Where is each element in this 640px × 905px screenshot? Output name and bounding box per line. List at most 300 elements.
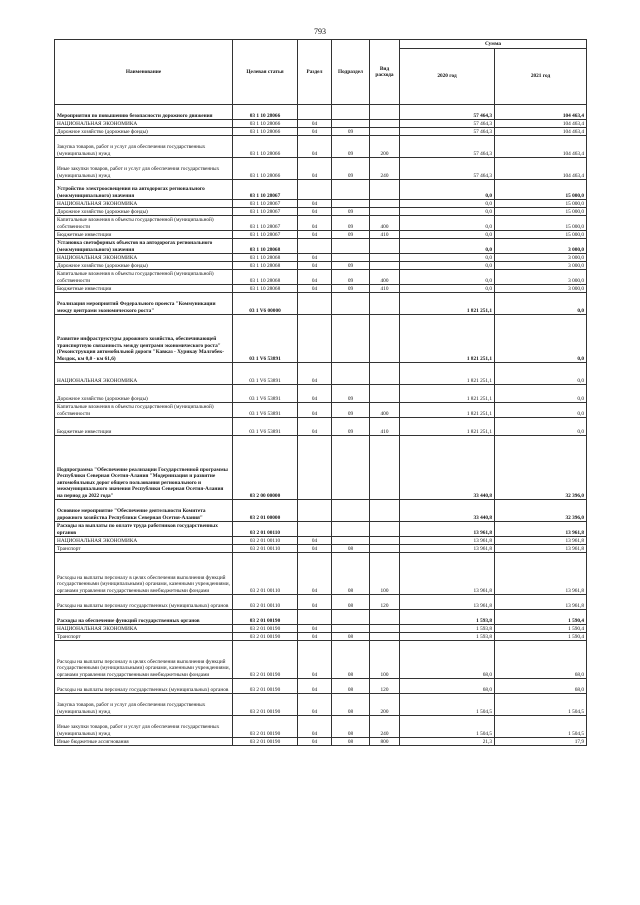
row-2021-cell: 15 000,0 bbox=[495, 180, 587, 200]
row-section-cell: 04 bbox=[298, 738, 332, 746]
row-name-cell: Закупка товаров, работ и услуг для обеспечения государственных (муниципальных) нужд bbox=[55, 694, 233, 716]
table-row bbox=[55, 128, 587, 136]
row-kind-cell bbox=[370, 633, 400, 641]
row-subsection-cell: 08 bbox=[332, 679, 370, 694]
table-row bbox=[55, 633, 587, 641]
table-row bbox=[55, 270, 587, 285]
row-name-cell: Подпрограмма "Обеспечение реализации Государственной программы Республики Северная Осетия-Алания "Модернизация и развитие автомобильных дорог общего пользования регионального и межмуниципального значения Республики Северная Осетия-Алания на период до 2022 года" bbox=[55, 436, 233, 500]
table-row bbox=[55, 293, 587, 315]
row-subsection-cell: 09 bbox=[332, 418, 370, 436]
row-2020-cell: 0,0 bbox=[400, 208, 495, 216]
row-section-cell: 04 bbox=[298, 385, 332, 403]
row-section-cell: 04 bbox=[298, 208, 332, 216]
row-2021-cell: 104 463,4 bbox=[495, 158, 587, 180]
row-kind-cell bbox=[370, 545, 400, 553]
row-2020-cell: 57 464,3 bbox=[400, 136, 495, 158]
row-code-cell: 03 1 10 28066 bbox=[233, 136, 298, 158]
row-subsection-cell: 09 bbox=[332, 262, 370, 270]
row-2020-cell: 0,0 bbox=[400, 216, 495, 231]
row-name-cell: Капитальные вложения в объекты государственной (муниципальной) собственности bbox=[55, 216, 233, 231]
row-code-cell: 03 2 01 00190 bbox=[233, 738, 298, 746]
row-2020-cell: 21,3 bbox=[400, 738, 495, 746]
page-number: 793 bbox=[314, 27, 326, 36]
row-kind-cell bbox=[370, 180, 400, 200]
row-2020-cell: 1 821 251,1 bbox=[400, 293, 495, 315]
row-name-cell: Расходы на выплаты персоналу в целях обеспечения выполнения функций государственными (муниципальными) органами, казенными учреждениями, органами управления государственными внебюджетными фондами bbox=[55, 553, 233, 595]
row-name-cell: Бюджетные инвестиции bbox=[55, 418, 233, 436]
row-2021-cell: 0,0 bbox=[495, 403, 587, 418]
row-subsection-cell: 09 bbox=[332, 158, 370, 180]
row-code-cell: 03 2 01 00190 bbox=[233, 679, 298, 694]
table-row bbox=[55, 403, 587, 418]
row-name-cell: Расходы на выплаты по оплате труда работников государственных органов bbox=[55, 522, 233, 537]
row-2021-cell: 0,0 bbox=[495, 385, 587, 403]
row-subsection-cell: 09 bbox=[332, 128, 370, 136]
row-subsection-cell: 08 bbox=[332, 738, 370, 746]
row-code-cell: 03 1 V6 53891 bbox=[233, 418, 298, 436]
row-name-cell: Устройство электроосвещения на автодорогах регионального (межмуниципального) значения bbox=[55, 180, 233, 200]
row-kind-cell: 410 bbox=[370, 231, 400, 239]
header-sum: Сумма bbox=[400, 40, 587, 49]
row-2021-cell: 13 961,8 bbox=[495, 553, 587, 595]
table-row bbox=[55, 200, 587, 208]
row-subsection-cell bbox=[332, 120, 370, 128]
row-code-cell: 03 2 01 00110 bbox=[233, 522, 298, 537]
row-name-cell: Реализация мероприятий Федерального проекта "Коммуникации между центрами экономического роста" bbox=[55, 293, 233, 315]
table-row bbox=[55, 262, 587, 270]
row-kind-cell bbox=[370, 200, 400, 208]
row-subsection-cell bbox=[332, 200, 370, 208]
row-kind-cell: 410 bbox=[370, 418, 400, 436]
row-subsection-cell bbox=[332, 293, 370, 315]
row-2020-cell: 33 440,8 bbox=[400, 500, 495, 522]
row-name-cell: Мероприятия по повышению безопасности дорожного движения bbox=[55, 105, 233, 120]
row-2020-cell: 68,0 bbox=[400, 679, 495, 694]
row-kind-cell bbox=[370, 262, 400, 270]
row-section-cell: 04 bbox=[298, 270, 332, 285]
table-row bbox=[55, 625, 587, 633]
row-name-cell: Развитие инфраструктуры дорожного хозяйства, обеспечивающей транспортную связанность между центрами экономического роста" (Реконструкция автомобильной дороги "Кавказ - Хурикау Малгобек-Моздок, км 0,0 - км 61,6) bbox=[55, 315, 233, 363]
row-2020-cell: 1 593,8 bbox=[400, 633, 495, 641]
row-section-cell: 04 bbox=[298, 285, 332, 293]
row-section-cell: 04 bbox=[298, 625, 332, 633]
row-name-cell: Иные закупки товаров, работ и услуг для обеспечения государственных (муниципальных) нужд bbox=[55, 158, 233, 180]
row-subsection-cell bbox=[332, 610, 370, 625]
row-kind-cell bbox=[370, 522, 400, 537]
row-kind-cell bbox=[370, 120, 400, 128]
row-2021-cell: 68,0 bbox=[495, 679, 587, 694]
row-section-cell bbox=[298, 293, 332, 315]
row-code-cell: 03 2 01 00110 bbox=[233, 553, 298, 595]
row-section-cell: 04 bbox=[298, 231, 332, 239]
row-2021-cell: 0,0 bbox=[495, 293, 587, 315]
row-name-cell: Закупка товаров, работ и услуг для обеспечения государственных (муниципальных) нужд bbox=[55, 136, 233, 158]
header-code: Целевая статья bbox=[233, 40, 298, 105]
row-name-cell: Дорожное хозяйство (дорожные фонды) bbox=[55, 262, 233, 270]
row-2020-cell: 1 821 251,1 bbox=[400, 385, 495, 403]
row-2020-cell: 1 821 251,1 bbox=[400, 418, 495, 436]
row-name-cell: Транспорт bbox=[55, 545, 233, 553]
row-2020-cell: 0,0 bbox=[400, 254, 495, 262]
row-2021-cell: 13 961,8 bbox=[495, 537, 587, 545]
row-kind-cell: 120 bbox=[370, 679, 400, 694]
row-section-cell: 04 bbox=[298, 136, 332, 158]
row-subsection-cell: 09 bbox=[332, 136, 370, 158]
header-subsection: Подраздел bbox=[332, 40, 370, 105]
row-section-cell: 04 bbox=[298, 363, 332, 385]
row-code-cell: 03 1 10 28067 bbox=[233, 180, 298, 200]
row-kind-cell: 200 bbox=[370, 136, 400, 158]
row-2020-cell: 0,0 bbox=[400, 180, 495, 200]
row-section-cell bbox=[298, 105, 332, 120]
row-2021-cell: 104 463,4 bbox=[495, 120, 587, 128]
row-subsection-cell: 09 bbox=[332, 285, 370, 293]
row-2021-cell: 3 000,0 bbox=[495, 254, 587, 262]
row-2020-cell: 0,0 bbox=[400, 239, 495, 254]
row-section-cell: 04 bbox=[298, 128, 332, 136]
row-name-cell: Транспорт bbox=[55, 633, 233, 641]
row-2021-cell: 104 463,4 bbox=[495, 128, 587, 136]
row-name-cell: Дорожное хозяйство (дорожные фонды) bbox=[55, 208, 233, 216]
row-code-cell: 03 1 10 28068 bbox=[233, 239, 298, 254]
row-section-cell: 04 bbox=[298, 403, 332, 418]
row-code-cell: 03 2 00 00000 bbox=[233, 436, 298, 500]
row-kind-cell bbox=[370, 610, 400, 625]
row-section-cell bbox=[298, 436, 332, 500]
row-code-cell: 03 2 01 00110 bbox=[233, 537, 298, 545]
row-2021-cell: 1 590,4 bbox=[495, 625, 587, 633]
table-row bbox=[55, 641, 587, 679]
row-2020-cell: 13 961,8 bbox=[400, 553, 495, 595]
row-kind-cell bbox=[370, 239, 400, 254]
row-section-cell: 04 bbox=[298, 262, 332, 270]
row-2020-cell: 57 464,3 bbox=[400, 105, 495, 120]
row-subsection-cell bbox=[332, 500, 370, 522]
row-name-cell: НАЦИОНАЛЬНАЯ ЭКОНОМИКА bbox=[55, 537, 233, 545]
row-subsection-cell bbox=[332, 180, 370, 200]
row-code-cell: 03 2 01 00110 bbox=[233, 595, 298, 610]
row-2020-cell: 0,0 bbox=[400, 231, 495, 239]
budget-table bbox=[54, 39, 587, 746]
row-name-cell: Иные закупки товаров, работ и услуг для обеспечения государственных (муниципальных) нужд bbox=[55, 716, 233, 738]
row-kind-cell bbox=[370, 128, 400, 136]
row-section-cell: 04 bbox=[298, 254, 332, 262]
table-row bbox=[55, 595, 587, 610]
row-subsection-cell: 09 bbox=[332, 231, 370, 239]
row-code-cell: 03 1 10 28068 bbox=[233, 254, 298, 262]
row-section-cell bbox=[298, 522, 332, 537]
row-2020-cell: 57 464,3 bbox=[400, 128, 495, 136]
row-2020-cell: 57 464,3 bbox=[400, 120, 495, 128]
row-code-cell: 03 2 01 00110 bbox=[233, 545, 298, 553]
row-kind-cell bbox=[370, 385, 400, 403]
row-kind-cell: 100 bbox=[370, 641, 400, 679]
row-2020-cell: 1 821 251,1 bbox=[400, 403, 495, 418]
row-code-cell: 03 2 01 00190 bbox=[233, 610, 298, 625]
row-section-cell: 04 bbox=[298, 216, 332, 231]
row-2021-cell: 15 000,0 bbox=[495, 200, 587, 208]
row-name-cell: Расходы на выплаты персоналу государственных (муниципальных) органов bbox=[55, 595, 233, 610]
row-section-cell bbox=[298, 239, 332, 254]
table-header bbox=[55, 40, 587, 105]
row-kind-cell: 400 bbox=[370, 216, 400, 231]
row-2020-cell: 1 821 251,1 bbox=[400, 315, 495, 363]
row-2021-cell: 1 504,5 bbox=[495, 716, 587, 738]
table-row bbox=[55, 385, 587, 403]
table-row bbox=[55, 553, 587, 595]
row-section-cell: 04 bbox=[298, 679, 332, 694]
row-2021-cell: 13 961,8 bbox=[495, 595, 587, 610]
row-2021-cell: 3 000,0 bbox=[495, 285, 587, 293]
table-row bbox=[55, 738, 587, 746]
table-row bbox=[55, 436, 587, 500]
row-name-cell: Расходы на выплаты персоналу государственных (муниципальных) органов bbox=[55, 679, 233, 694]
row-code-cell: 03 2 01 00190 bbox=[233, 694, 298, 716]
row-code-cell: 03 2 01 00000 bbox=[233, 500, 298, 522]
row-kind-cell bbox=[370, 500, 400, 522]
row-name-cell: НАЦИОНАЛЬНАЯ ЭКОНОМИКА bbox=[55, 625, 233, 633]
row-code-cell: 03 1 10 28066 bbox=[233, 158, 298, 180]
table-row bbox=[55, 239, 587, 254]
row-name-cell: Расходы на выплаты персоналу в целях обеспечения выполнения функций государственными (муниципальными) органами, казенными учреждениями, органами управления государственными внебюджетными фондами bbox=[55, 641, 233, 679]
row-name-cell: Капитальные вложения в объекты государственной (муниципальной) собственности bbox=[55, 270, 233, 285]
row-2020-cell: 0,0 bbox=[400, 270, 495, 285]
row-kind-cell bbox=[370, 105, 400, 120]
row-subsection-cell bbox=[332, 254, 370, 262]
row-kind-cell: 240 bbox=[370, 716, 400, 738]
table-row bbox=[55, 716, 587, 738]
row-kind-cell bbox=[370, 315, 400, 363]
row-kind-cell: 120 bbox=[370, 595, 400, 610]
row-2020-cell: 0,0 bbox=[400, 262, 495, 270]
table-row bbox=[55, 216, 587, 231]
row-name-cell: Дорожное хозяйство (дорожные фонды) bbox=[55, 385, 233, 403]
table-row bbox=[55, 105, 587, 120]
row-subsection-cell bbox=[332, 105, 370, 120]
row-2020-cell: 1 821 251,1 bbox=[400, 363, 495, 385]
row-2020-cell: 57 464,3 bbox=[400, 158, 495, 180]
row-kind-cell: 240 bbox=[370, 158, 400, 180]
row-2021-cell: 1 590,4 bbox=[495, 610, 587, 625]
table-row bbox=[55, 254, 587, 262]
row-name-cell: Расходы на обеспечение функций государственных органов bbox=[55, 610, 233, 625]
row-2020-cell: 0,0 bbox=[400, 285, 495, 293]
row-name-cell: НАЦИОНАЛЬНАЯ ЭКОНОМИКА bbox=[55, 254, 233, 262]
row-subsection-cell: 08 bbox=[332, 553, 370, 595]
row-code-cell: 03 1 V6 53891 bbox=[233, 403, 298, 418]
row-code-cell: 03 2 01 00190 bbox=[233, 625, 298, 633]
row-section-cell bbox=[298, 180, 332, 200]
row-subsection-cell: 08 bbox=[332, 716, 370, 738]
table-row bbox=[55, 694, 587, 716]
row-2021-cell: 32 396,0 bbox=[495, 500, 587, 522]
row-2020-cell: 33 440,8 bbox=[400, 436, 495, 500]
row-code-cell: 03 1 10 28068 bbox=[233, 262, 298, 270]
row-2020-cell: 13 961,8 bbox=[400, 522, 495, 537]
header-year-2021: 2021 год bbox=[495, 49, 587, 105]
row-subsection-cell: 08 bbox=[332, 595, 370, 610]
row-code-cell: 03 1 10 28066 bbox=[233, 128, 298, 136]
row-code-cell: 03 1 V6 53891 bbox=[233, 385, 298, 403]
row-2021-cell: 3 000,0 bbox=[495, 239, 587, 254]
row-section-cell: 04 bbox=[298, 553, 332, 595]
row-kind-cell: 200 bbox=[370, 694, 400, 716]
row-code-cell: 03 1 V6 00000 bbox=[233, 293, 298, 315]
row-code-cell: 03 1 10 28067 bbox=[233, 200, 298, 208]
row-name-cell: Установка светофорных объектов на автодорогах регионального (межмуниципального) значения bbox=[55, 239, 233, 254]
row-2021-cell: 15 000,0 bbox=[495, 231, 587, 239]
row-kind-cell: 100 bbox=[370, 553, 400, 595]
row-name-cell: Бюджетные инвестиции bbox=[55, 231, 233, 239]
row-code-cell: 03 1 10 28068 bbox=[233, 285, 298, 293]
row-kind-cell bbox=[370, 625, 400, 633]
row-subsection-cell: 09 bbox=[332, 385, 370, 403]
row-subsection-cell: 08 bbox=[332, 694, 370, 716]
row-2021-cell: 104 463,4 bbox=[495, 105, 587, 120]
row-kind-cell bbox=[370, 293, 400, 315]
table-row bbox=[55, 537, 587, 545]
table-row bbox=[55, 610, 587, 625]
row-2020-cell: 0,0 bbox=[400, 200, 495, 208]
table-row bbox=[55, 208, 587, 216]
row-section-cell: 04 bbox=[298, 595, 332, 610]
row-section-cell: 04 bbox=[298, 418, 332, 436]
table-row bbox=[55, 315, 587, 363]
row-subsection-cell: 09 bbox=[332, 208, 370, 216]
row-name-cell: НАЦИОНАЛЬНАЯ ЭКОНОМИКА bbox=[55, 363, 233, 385]
row-name-cell: Капитальные вложения в объекты государственной (муниципальной) собственности bbox=[55, 403, 233, 418]
table-row bbox=[55, 231, 587, 239]
row-kind-cell bbox=[370, 537, 400, 545]
row-code-cell: 03 2 01 00190 bbox=[233, 633, 298, 641]
row-subsection-cell bbox=[332, 537, 370, 545]
row-2021-cell: 17,9 bbox=[495, 738, 587, 746]
row-kind-cell bbox=[370, 436, 400, 500]
row-code-cell: 03 1 10 28067 bbox=[233, 216, 298, 231]
row-name-cell: НАЦИОНАЛЬНАЯ ЭКОНОМИКА bbox=[55, 120, 233, 128]
row-2021-cell: 1 504,5 bbox=[495, 694, 587, 716]
header-name: Наименование bbox=[55, 40, 233, 105]
table-row bbox=[55, 500, 587, 522]
row-2021-cell: 3 000,0 bbox=[495, 262, 587, 270]
row-subsection-cell bbox=[332, 625, 370, 633]
row-2021-cell: 104 463,4 bbox=[495, 136, 587, 158]
row-2020-cell: 1 504,5 bbox=[400, 716, 495, 738]
row-section-cell: 04 bbox=[298, 537, 332, 545]
table-row bbox=[55, 158, 587, 180]
row-2020-cell: 13 961,8 bbox=[400, 537, 495, 545]
row-code-cell: 03 1 10 28066 bbox=[233, 120, 298, 128]
row-section-cell: 04 bbox=[298, 633, 332, 641]
row-2021-cell: 13 961,8 bbox=[495, 545, 587, 553]
table-row bbox=[55, 285, 587, 293]
row-section-cell: 04 bbox=[298, 120, 332, 128]
row-2021-cell: 15 000,0 bbox=[495, 208, 587, 216]
row-section-cell: 04 bbox=[298, 200, 332, 208]
row-2021-cell: 15 000,0 bbox=[495, 216, 587, 231]
row-code-cell: 03 1 10 28067 bbox=[233, 231, 298, 239]
row-section-cell: 04 bbox=[298, 641, 332, 679]
table-row bbox=[55, 545, 587, 553]
row-2021-cell: 3 000,0 bbox=[495, 270, 587, 285]
table-row bbox=[55, 679, 587, 694]
row-subsection-cell bbox=[332, 239, 370, 254]
row-subsection-cell: 08 bbox=[332, 545, 370, 553]
header-section: Раздел bbox=[298, 40, 332, 105]
row-section-cell bbox=[298, 610, 332, 625]
row-kind-cell: 400 bbox=[370, 270, 400, 285]
row-2020-cell: 68,0 bbox=[400, 641, 495, 679]
row-name-cell: Дорожное хозяйство (дорожные фонды) bbox=[55, 128, 233, 136]
row-section-cell: 04 bbox=[298, 694, 332, 716]
row-2020-cell: 13 961,8 bbox=[400, 545, 495, 553]
row-kind-cell: 400 bbox=[370, 403, 400, 418]
row-2021-cell: 0,0 bbox=[495, 315, 587, 363]
row-subsection-cell bbox=[332, 315, 370, 363]
row-subsection-cell bbox=[332, 522, 370, 537]
row-subsection-cell: 09 bbox=[332, 270, 370, 285]
row-subsection-cell: 08 bbox=[332, 633, 370, 641]
row-2020-cell: 13 961,8 bbox=[400, 595, 495, 610]
row-name-cell: Иные бюджетные ассигнования bbox=[55, 738, 233, 746]
row-code-cell: 03 1 10 28067 bbox=[233, 208, 298, 216]
row-subsection-cell: 09 bbox=[332, 216, 370, 231]
row-section-cell: 04 bbox=[298, 545, 332, 553]
row-2021-cell: 1 590,4 bbox=[495, 633, 587, 641]
row-2021-cell: 0,0 bbox=[495, 363, 587, 385]
row-kind-cell bbox=[370, 363, 400, 385]
row-section-cell bbox=[298, 500, 332, 522]
row-name-cell: НАЦИОНАЛЬНАЯ ЭКОНОМИКА bbox=[55, 200, 233, 208]
row-2021-cell: 13 961,8 bbox=[495, 522, 587, 537]
row-name-cell: Основное мероприятие "Обеспечение деятельности Комитета дорожного хозяйства Республики Северная Осетия-Алания" bbox=[55, 500, 233, 522]
row-2020-cell: 1 593,8 bbox=[400, 625, 495, 633]
row-2021-cell: 0,0 bbox=[495, 418, 587, 436]
row-section-cell bbox=[298, 315, 332, 363]
table-row bbox=[55, 418, 587, 436]
row-subsection-cell bbox=[332, 363, 370, 385]
table-row bbox=[55, 363, 587, 385]
table-row bbox=[55, 120, 587, 128]
table-row bbox=[55, 136, 587, 158]
row-kind-cell bbox=[370, 208, 400, 216]
row-subsection-cell: 09 bbox=[332, 403, 370, 418]
row-code-cell: 03 1 10 28068 bbox=[233, 270, 298, 285]
row-name-cell: Бюджетные инвестиции bbox=[55, 285, 233, 293]
row-code-cell: 03 2 01 00190 bbox=[233, 716, 298, 738]
header-year-2020: 2020 год bbox=[400, 49, 495, 105]
row-kind-cell: 800 bbox=[370, 738, 400, 746]
table-row bbox=[55, 180, 587, 200]
row-kind-cell bbox=[370, 254, 400, 262]
header-kind: Вид расхода bbox=[370, 40, 400, 105]
row-subsection-cell: 08 bbox=[332, 641, 370, 679]
row-2021-cell: 32 396,0 bbox=[495, 436, 587, 500]
row-section-cell: 04 bbox=[298, 158, 332, 180]
row-code-cell: 03 1 V6 53891 bbox=[233, 315, 298, 363]
row-2020-cell: 1 504,5 bbox=[400, 694, 495, 716]
row-code-cell: 03 1 V6 53891 bbox=[233, 363, 298, 385]
row-subsection-cell bbox=[332, 436, 370, 500]
row-2021-cell: 68,0 bbox=[495, 641, 587, 679]
row-code-cell: 03 2 01 00190 bbox=[233, 641, 298, 679]
table-row bbox=[55, 522, 587, 537]
row-kind-cell: 410 bbox=[370, 285, 400, 293]
table-body bbox=[55, 105, 587, 746]
row-section-cell: 04 bbox=[298, 716, 332, 738]
row-2020-cell: 1 593,8 bbox=[400, 610, 495, 625]
row-code-cell: 03 1 10 28066 bbox=[233, 105, 298, 120]
